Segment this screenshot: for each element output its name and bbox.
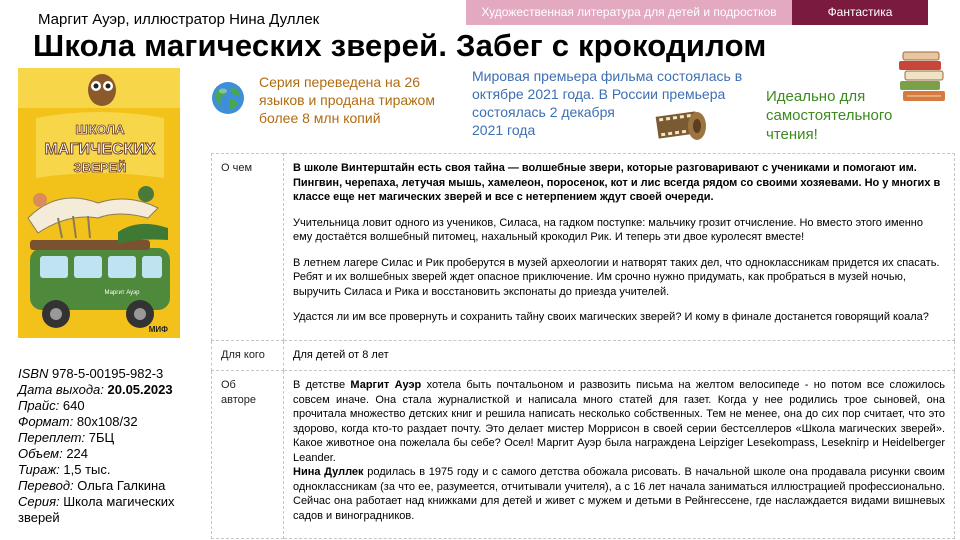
volume-value: 224 xyxy=(66,446,89,461)
author-bio-1 xyxy=(293,378,945,465)
author-label xyxy=(212,371,284,539)
author-bio-1-text: хотела быть почтальоном и развозить письма на желтом велосипеде - но потом все сложилось совсем иначе. Она стала журналисткой и написала много статей для газет. Когда у нее родились трое сыновей, она прочитала множество детских книг и решила написать несколько собственных. Тем не менее, она до сих пор считает, что это здорово, когда кто-то раздает почту. Это делает мистер Моррисон в своей серии бестселлеров «Школа магических зверей». Какое животное она пожелала бы себе? Осел! Маргит Ауэр была награждена Leipziger Lesekompass, Leseknirp и Heidelberger Leander. xyxy=(293,379,945,464)
genre-tag: Художественная литература для детей и подростков xyxy=(466,0,792,25)
release-value: 20.05.2023 xyxy=(107,382,173,397)
table-row-audience xyxy=(212,341,955,371)
meta-series xyxy=(18,494,206,526)
book-authors: Маргит Ауэр, иллюстратор Нина Дуллек xyxy=(38,11,320,28)
book-info-table xyxy=(211,153,955,539)
cover-series-line1: ШКОЛА xyxy=(75,122,125,137)
print-run-value: 1,5 тыс. xyxy=(63,462,111,477)
author-name-2: Нина Дуллек xyxy=(293,466,364,479)
meta-price xyxy=(18,398,206,414)
about-paragraph-1: В школе Винтерштайн есть своя тайна — волшебные звери, которые разговаривают с учениками и помогают им. Пингвин, черепаха, летучая мышь, хамелеон, поросенок, кот и лис всегда рядом со своими хозяевами. Но у многих в классе еще нет магических зверей и все с нетерпением ждут своей очереди. xyxy=(293,162,941,203)
author-bio-2-text: родилась в 1975 году и с самого детства обожала рисовать. В начальной школе она продавала рисунки своим одноклассникам (за что ее, разумеется, отчитывали учителя), а с 16 лет начала заниматься иллюстрацией профессионально. Сейчас она работает над книжками для детей и живет с мужем и детьми в Рейнгессене, где наслаждается видами вишневых садов и виноградников. xyxy=(293,466,945,522)
cover-series-line3: ЗВЕРЕЙ xyxy=(73,160,127,175)
author-name-1: Маргит Ауэр xyxy=(350,379,422,392)
format-label: Формат: xyxy=(18,414,74,429)
format-value: 80х108/32 xyxy=(76,414,138,429)
author-label-line-2: авторе xyxy=(221,393,256,406)
table-row-author xyxy=(212,371,955,539)
series-fact: Серия переведена на 26 языков и продана тиражом более 8 млн копий xyxy=(259,74,435,126)
binding-value: 7БЦ xyxy=(88,430,115,445)
meta-release xyxy=(18,382,206,398)
meta-binding xyxy=(18,430,206,446)
translation-value: Ольга Галкина xyxy=(77,478,166,493)
premiere-line-3: состоялась 2 декабря xyxy=(472,104,615,120)
volume-label: Объем: xyxy=(18,446,63,461)
cover-author: Маргит Ауэр xyxy=(104,290,140,296)
price-label: Прайс: xyxy=(18,398,60,413)
meta-print-run xyxy=(18,462,206,478)
premiere-line-1: Мировая премьера фильма состоялась в xyxy=(472,68,743,84)
meta-isbn xyxy=(18,366,206,382)
translation-label: Перевод: xyxy=(18,478,74,493)
series-label: Серия: xyxy=(18,494,60,509)
book-cover-illustration xyxy=(18,68,180,338)
book-title: Школа магических зверей. Забег с крокодилом xyxy=(33,28,767,63)
release-label: Дата выхода: xyxy=(18,382,104,397)
price-value: 640 xyxy=(62,398,85,413)
book-metadata xyxy=(18,366,206,526)
about-paragraph-2: Учительница ловит одного из учеников, Силаса, на гадком поступке: мальчику грозит отчисление. Но вместо этого именно ему достаётся волшебный питомец, нахальный крокодил Рик. И теперь эти двое куролесят вместе! xyxy=(293,216,923,243)
cover-series-line2: МАГИЧЕСКИХ xyxy=(44,141,156,158)
meta-translation xyxy=(18,478,206,494)
author-label-line-1: Об xyxy=(221,379,236,392)
film-reel-icon xyxy=(655,104,707,146)
author-bio-1-intro: В детстве xyxy=(293,379,351,392)
isbn-label: ISBN xyxy=(18,366,49,381)
audience-value: Для детей от 8 лет xyxy=(284,341,955,371)
meta-format xyxy=(18,414,206,430)
about-paragraph-4: Удастся ли им все провернуть и сохранить тайну своих магических зверей? И кому в финале достанется говорящий коала? xyxy=(293,311,929,323)
meta-volume xyxy=(18,446,206,462)
table-row-about xyxy=(212,154,955,341)
premiere-fact xyxy=(472,67,757,139)
author-content xyxy=(284,371,955,539)
about-content xyxy=(284,154,955,341)
globe-icon xyxy=(211,81,245,115)
cover-publisher: МИФ xyxy=(148,325,168,334)
author-bio-2 xyxy=(293,465,945,523)
reading-fact: Идеально для самостоятельного чтения! xyxy=(766,88,893,143)
about-label: О чем xyxy=(212,154,284,341)
print-run-label: Тираж: xyxy=(18,462,60,477)
binding-label: Переплет: xyxy=(18,430,86,445)
isbn-value: 978-5-00195-982-3 xyxy=(51,366,164,381)
audience-label: Для кого xyxy=(212,341,284,371)
series-value: Школа магических зверей xyxy=(18,494,175,525)
book-stack-icon xyxy=(897,48,947,106)
book-cover xyxy=(18,68,180,338)
premiere-line-2: октябре 2021 года. В России премьера xyxy=(472,86,726,102)
about-paragraph-3: В летнем лагере Силас и Рик проберутся в музей археологии и натворят таких дел, что одноклассникам придется их спасать. Ребят и их волшебных зверей ждет опасное приключение. Им срочно нужно придумать, как пробраться в музей ночью, выручить Силаса и Рика и восстановить экспонаты до приезда учителей. xyxy=(293,256,940,298)
fantasy-tag: Фантастика xyxy=(792,0,928,25)
premiere-line-4: 2021 года xyxy=(472,122,536,138)
